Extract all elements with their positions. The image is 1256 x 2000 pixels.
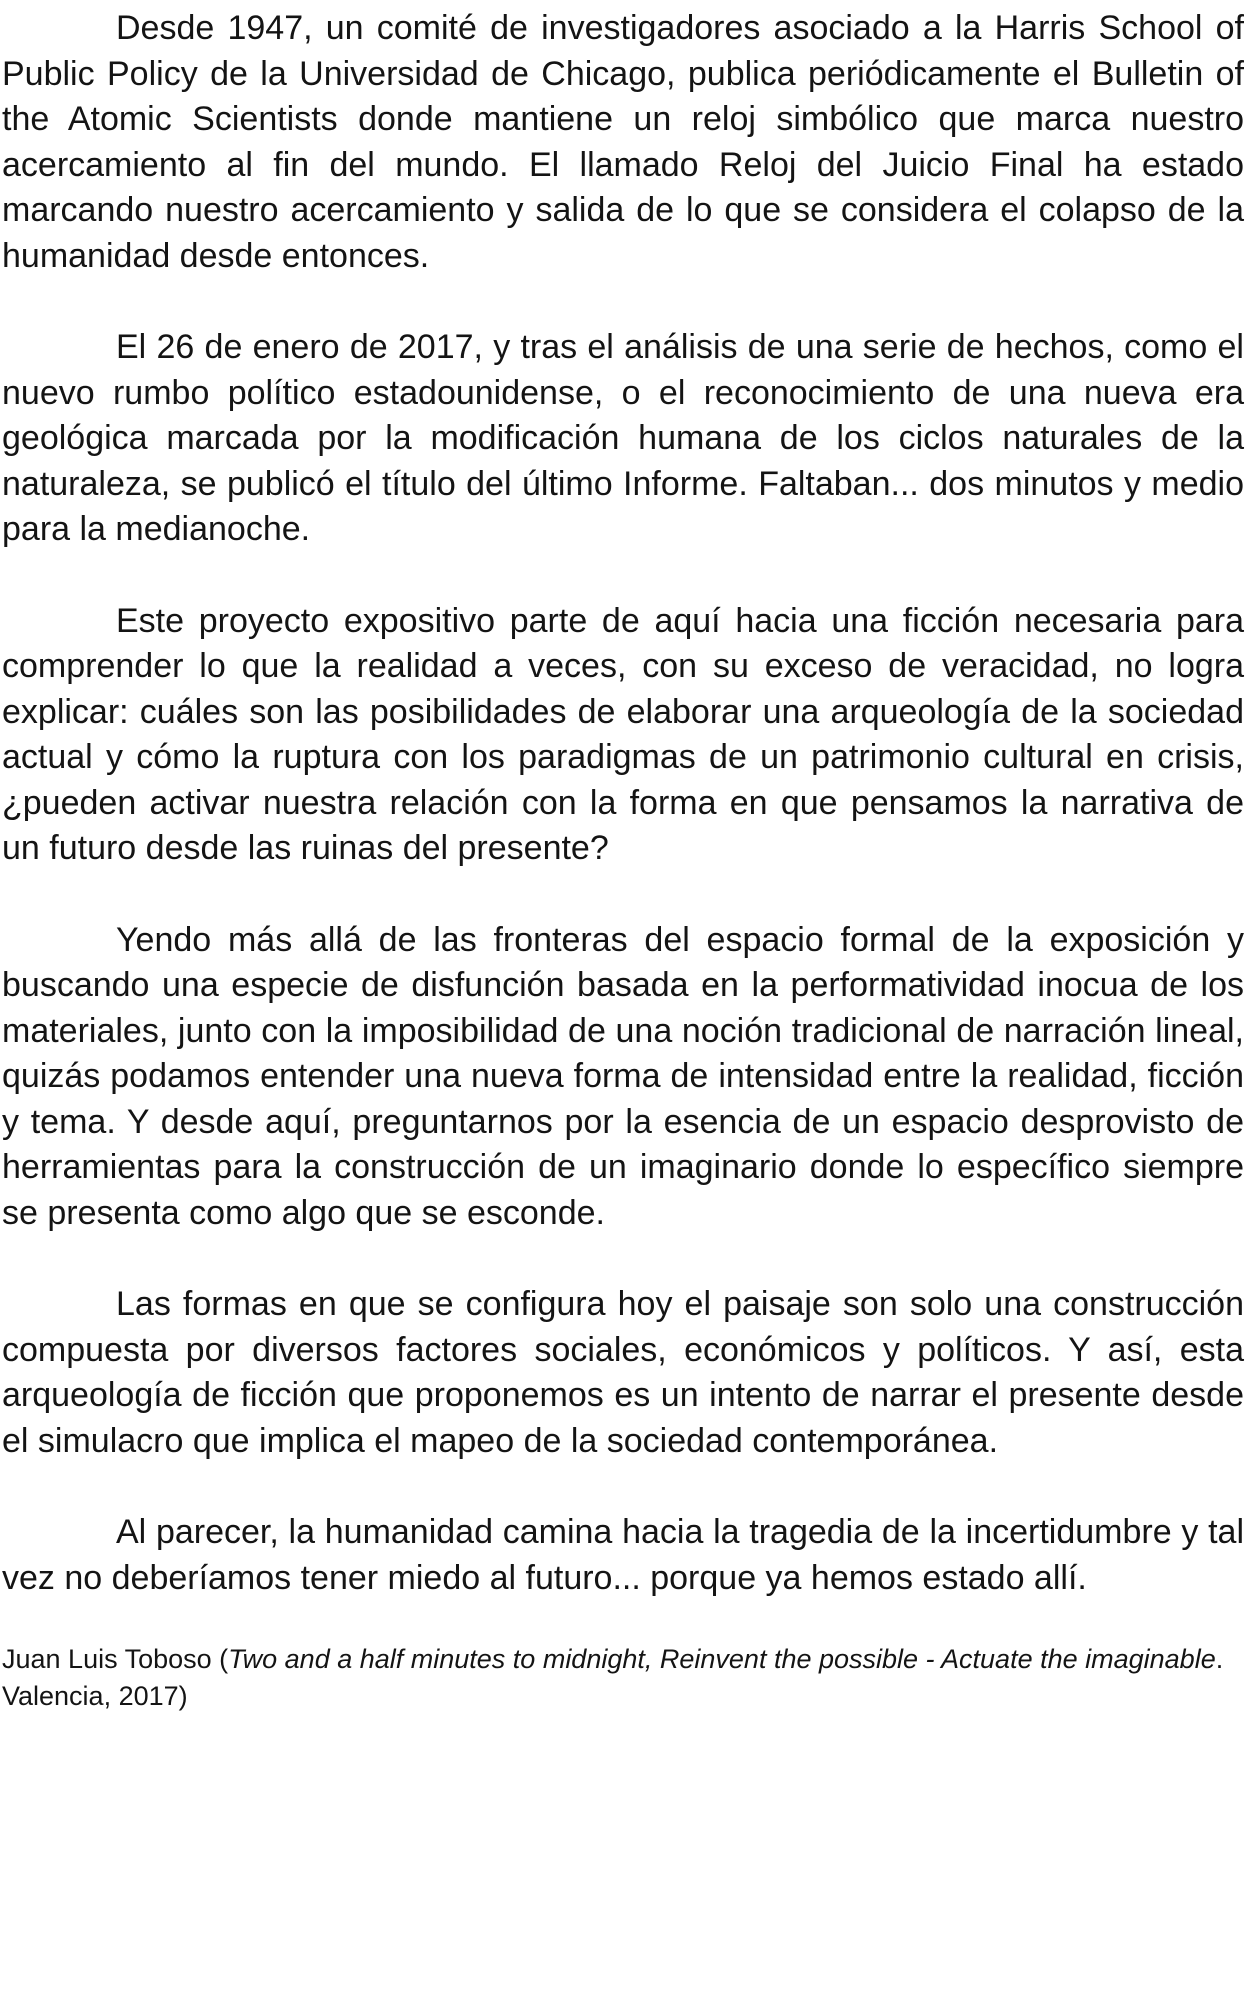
paragraph-conclusion: Al parecer, la humanidad camina hacia la tragedia de la incertidumbre y tal vez no deberíamos tener miedo al futuro... porque ya hemos estado allí.: [2, 1513, 1244, 1597]
credit-suffix: . Valencia, 2017): [2, 1644, 1224, 1711]
credit-title: Two and a half minutes to midnight, Reinvent the possible - Actuate the imaginable: [228, 1644, 1216, 1674]
credit-author: Juan Luis Toboso (: [2, 1644, 229, 1674]
paragraph-performativity: Yendo más allá de las fronteras del espacio formal de la exposición y buscando una especie de disfunción basada en la performatividad inocua de los materiales, junto con la imposibilidad de una noción tradicional de narración lineal, quizás podamos entender una nueva forma de intensidad entre la realidad, ficción y tema. Y desde aquí, preguntarnos por la esencia de un espacio desprovisto de herramientas para la construcción de un imaginario donde lo específico siempre se presenta como algo que se esconde.: [2, 920, 1244, 1232]
author-credit: [2, 1641, 1244, 1715]
paragraph-exhibition-project: Este proyecto expositivo parte de aquí hacia una ficción necesaria para comprender lo que la realidad a veces, con su exceso de veracidad, no logra explicar: cuáles son las posibilidades de elaborar una arqueología de la sociedad actual y cómo la ruptura con los paradigmas de un patrimonio cultural en crisis, ¿pueden activar nuestra relación con la forma en que pensamos la narrativa de un futuro desde las ruinas del presente?: [2, 601, 1244, 867]
paragraph-landscape: Las formas en que se configura hoy el paisaje son solo una construcción compuesta por diversos factores sociales, económicos y políticos. Y así, esta arqueología de ficción que proponemos es un intento de narrar el presente desde el simulacro que implica el mapeo de la sociedad contemporánea.: [2, 1285, 1244, 1460]
paragraph-doomsday-clock: Desde 1947, un comité de investigadores asociado a la Harris School of Public Policy de la Universidad de Chicago, publica periódicamente el Bulletin of the Atomic Scientists donde mantiene un reloj simbólico que marca nuestro acercamiento al fin del mundo. El llamado Reloj del Juicio Final ha estado marcando nuestro acercamiento y salida de lo que se considera el colapso de la humanidad desde entonces.: [2, 9, 1244, 275]
paragraph-report-2017: El 26 de enero de 2017, y tras el análisis de una serie de hechos, como el nuevo rumbo político estadounidense, o el reconocimiento de una nueva era geológica marcada por la modificación humana de los ciclos naturales de la naturaleza, se publicó el título del último Informe. Faltaban... dos minutos y medio para la medianoche.: [2, 328, 1244, 548]
